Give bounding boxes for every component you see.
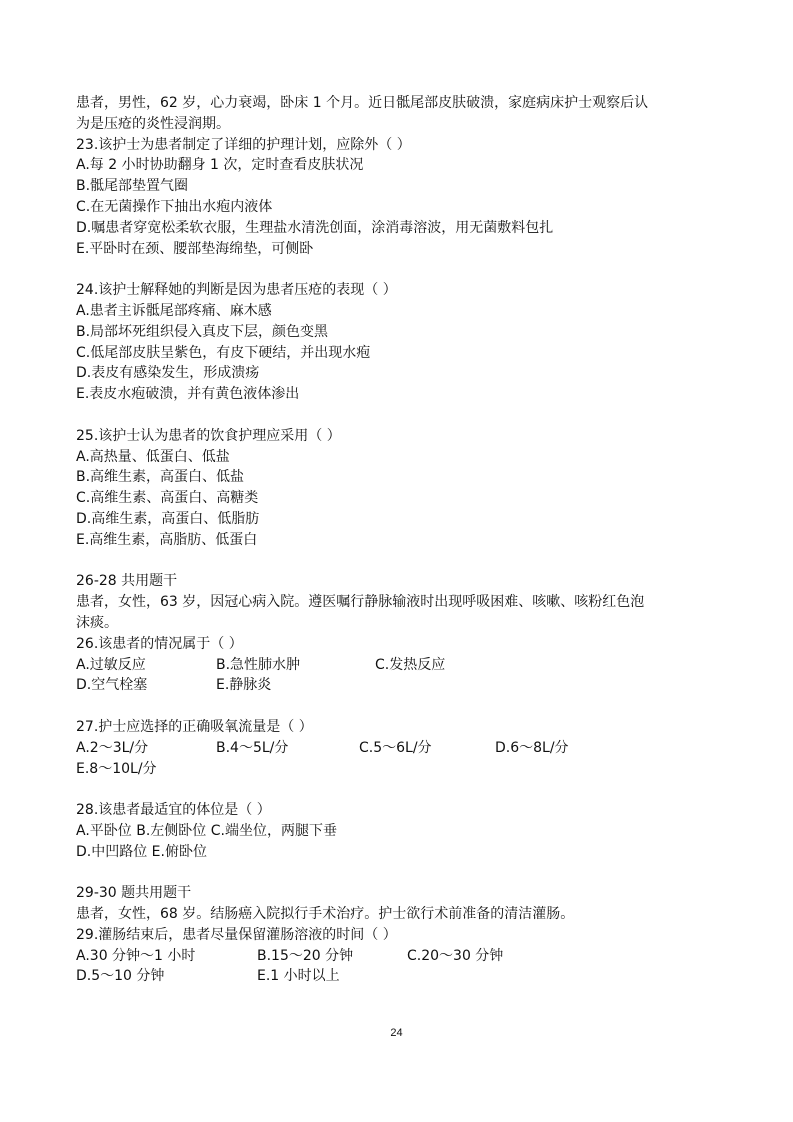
option-29-a: A.30 分钟～1 小时 <box>76 947 196 964</box>
question-26-options-row <box>76 675 726 696</box>
question-27-options-row <box>76 759 726 780</box>
group-26-stem-line: 患者，女性，63 岁，因冠心病入院。遵医嘱行静脉输液时出现呼吸困难、咳嗽、咳粉红色泡 <box>76 594 645 611</box>
option-25-c: C.高维生素、高蛋白、高糖类 <box>76 490 259 507</box>
question-28-stem: 28.该患者最适宜的体位是（ ） <box>76 802 271 819</box>
option-26-b: B.急性肺水肿 <box>216 656 301 673</box>
question-28-options-row: D.中凹路位 E.俯卧位 <box>76 843 207 860</box>
option-26-c: C.发热反应 <box>375 656 446 673</box>
option-26-a: A.过敏反应 <box>76 656 146 673</box>
group-29-header: 29-30 题共用题干 <box>76 885 192 902</box>
question-27-stem: 27.护士应选择的正确吸氧流量是（ ） <box>76 718 313 735</box>
option-25-a: A.高热量、低蛋白、低盐 <box>76 448 230 465</box>
option-24-b: B.局部坏死组织侵入真皮下层，颜色变黑 <box>76 323 329 340</box>
option-26-d: D.空气栓塞 <box>76 677 148 694</box>
question-26-options-row <box>76 655 726 676</box>
option-23-b: B.骶尾部垫置气圈 <box>76 178 189 195</box>
option-27-b: B.4～5L/分 <box>216 739 289 756</box>
question-29-options-row <box>76 946 726 967</box>
option-27-d: D.6～8L/分 <box>495 739 569 756</box>
option-27-c: C.5～6L/分 <box>359 739 432 756</box>
group-26-header: 26-28 共用题干 <box>76 573 178 590</box>
option-24-e: E.表皮水疱破溃，并有黄色液体渗出 <box>76 386 300 403</box>
question-24-stem: 24.该护士解释她的判断是因为患者压疮的表现（ ） <box>76 282 397 299</box>
intro-line: 为是压疮的炎性浸润期。 <box>76 115 230 132</box>
question-29-options-row <box>76 966 726 987</box>
option-29-c: C.20～30 分钟 <box>407 947 504 964</box>
option-23-c: C.在无菌操作下抽出水疱内液体 <box>76 198 273 215</box>
option-26-e: E.静脉炎 <box>216 677 272 694</box>
question-27-options-row <box>76 738 726 759</box>
option-24-d: D.表皮有感染发生，形成溃疡 <box>76 365 260 382</box>
question-25-stem: 25.该护士认为患者的饮食护理应采用（ ） <box>76 427 341 444</box>
document-body <box>76 93 726 987</box>
option-29-d: D.5～10 分钟 <box>76 968 165 985</box>
intro-line: 患者，男性，62 岁，心力衰竭，卧床 1 个月。近日骶尾部皮肤破溃，家庭病床护士观察后认 <box>76 95 649 111</box>
option-25-e: E.高维生素，高脂肪、低蛋白 <box>76 531 258 548</box>
option-25-d: D.高维生素，高蛋白、低脂肪 <box>76 510 260 527</box>
page-number: 24 <box>390 1027 403 1039</box>
option-23-d: D.嘱患者穿宽松柔软衣服，生理盐水清洗创面，涂消毒溶波，用无菌敷料包扎 <box>76 219 554 236</box>
question-23-stem: 23.该护士为患者制定了详细的护理计划，应除外（ ） <box>76 136 411 153</box>
question-28-options-row: A.平卧位 B.左侧卧位 C.端坐位，两腿下垂 <box>76 822 337 839</box>
option-25-b: B.高维生素，高蛋白、低盐 <box>76 469 245 486</box>
group-26-stem-line: 沫痰。 <box>76 614 118 631</box>
option-29-b: B.15～20 分钟 <box>257 947 354 964</box>
option-27-a: A.2～3L/分 <box>76 739 149 756</box>
question-26-stem: 26.该患者的情况属于（ ） <box>76 635 243 652</box>
question-29-stem: 29.灌肠结束后，患者尽量保留灌肠溶液的时间（ ） <box>76 926 397 943</box>
option-29-e: E.1 小时以上 <box>257 968 340 985</box>
option-23-e: E.平卧时在颈、腰部垫海绵垫，可侧卧 <box>76 240 314 257</box>
option-24-c: C.低尾部皮肤呈紫色，有皮下硬结，并出现水疱 <box>76 344 371 361</box>
option-24-a: A.患者主诉骶尾部疼痛、麻木感 <box>76 302 272 319</box>
option-23-a: A.每 2 小时协助翻身 1 次，定时查看皮肤状况 <box>76 157 364 174</box>
group-29-stem: 患者，女性，68 岁。结肠癌入院拟行手术治疗。护士欲行术前准备的清洁灌肠。 <box>76 906 575 923</box>
option-27-e: E.8～10L/分 <box>76 760 157 777</box>
